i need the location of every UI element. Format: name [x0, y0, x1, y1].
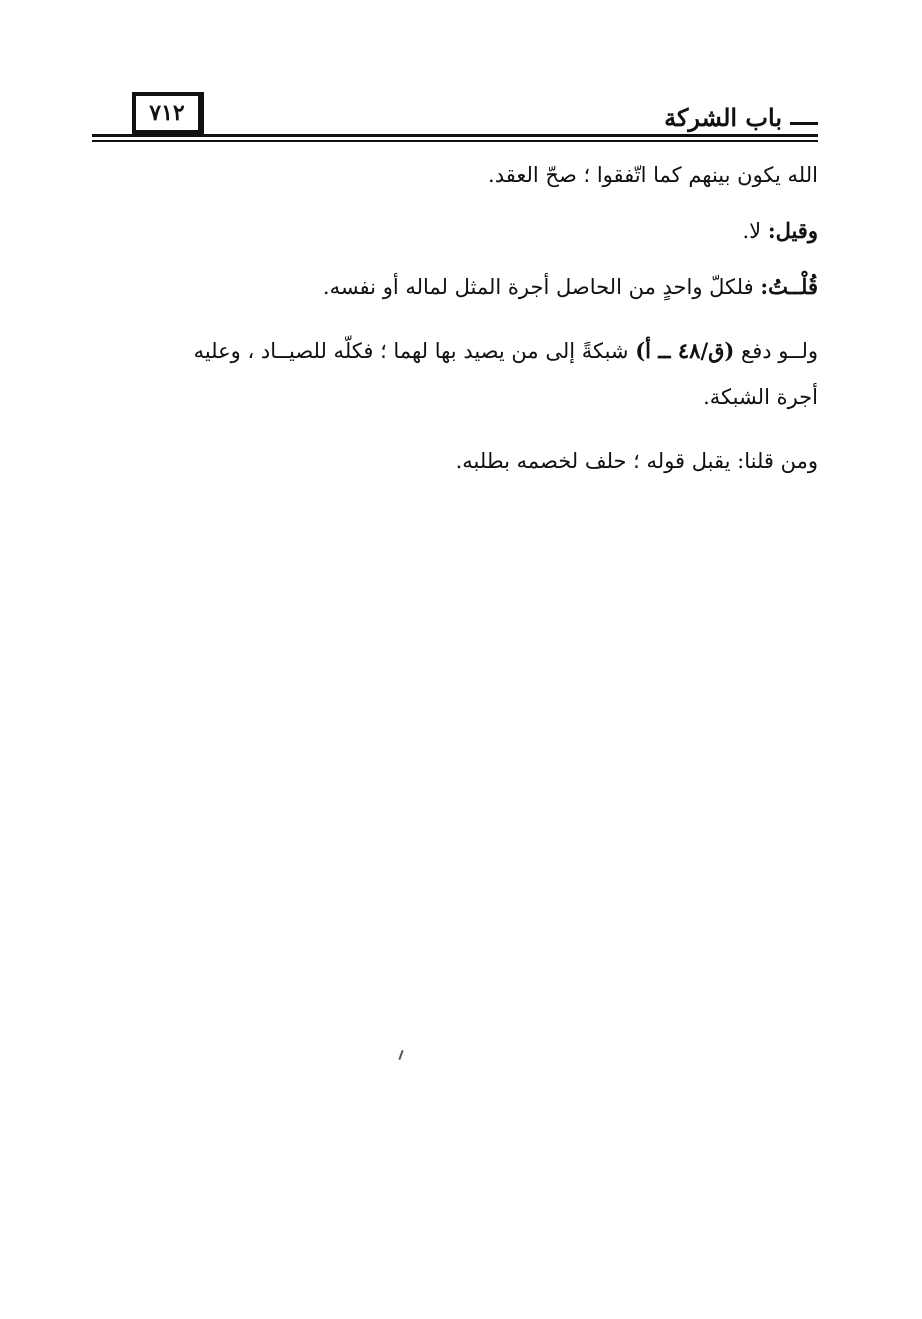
paragraph-4-text-after-ref: شبكةً إلى من يصيد بها لهما ؛ فكلّه للصيــاد ، وعليه: [193, 339, 636, 363]
paragraph-4-line-1: [92, 328, 818, 374]
paragraph-3: [92, 272, 818, 302]
page-number: ٧١٢: [149, 100, 185, 126]
paragraph-2-text: لا.: [742, 219, 768, 243]
header-rule-thin: [92, 140, 818, 142]
paragraph-5-text: ومن قلنا: يقبل قوله ؛ حلف لخصمه بطلبه.: [455, 449, 818, 473]
paragraph-2-lead: وقيل:: [767, 218, 818, 243]
page-number-box: [132, 92, 204, 136]
paragraph-4: [92, 328, 818, 420]
paragraph-1-text: الله يكون بينهم كما اتّفقوا ؛ صحّ العقد.: [488, 163, 818, 187]
paragraph-3-lead: قُلْــتُ:: [760, 274, 818, 299]
chapter-title: باب الشركة: [660, 102, 788, 134]
paragraph-4-line-2: أجرة الشبكة.: [703, 385, 818, 409]
page-header: [92, 92, 818, 152]
manuscript-reference: (ق/٤٨ ــ أ): [635, 338, 735, 363]
paragraph-3-text: فلكلّ واحدٍ من الحاصل أجرة المثل لماله أو نفسه.: [322, 275, 761, 299]
chapter-title-dash-right: [790, 122, 818, 125]
paragraph-1: [92, 160, 818, 190]
page-body: [92, 160, 818, 502]
paragraph-2: [92, 216, 818, 246]
paragraph-4-text-before-ref: ولــو دفع: [734, 339, 818, 363]
scan-mark: [398, 1050, 403, 1060]
paragraph-5: [92, 446, 818, 476]
